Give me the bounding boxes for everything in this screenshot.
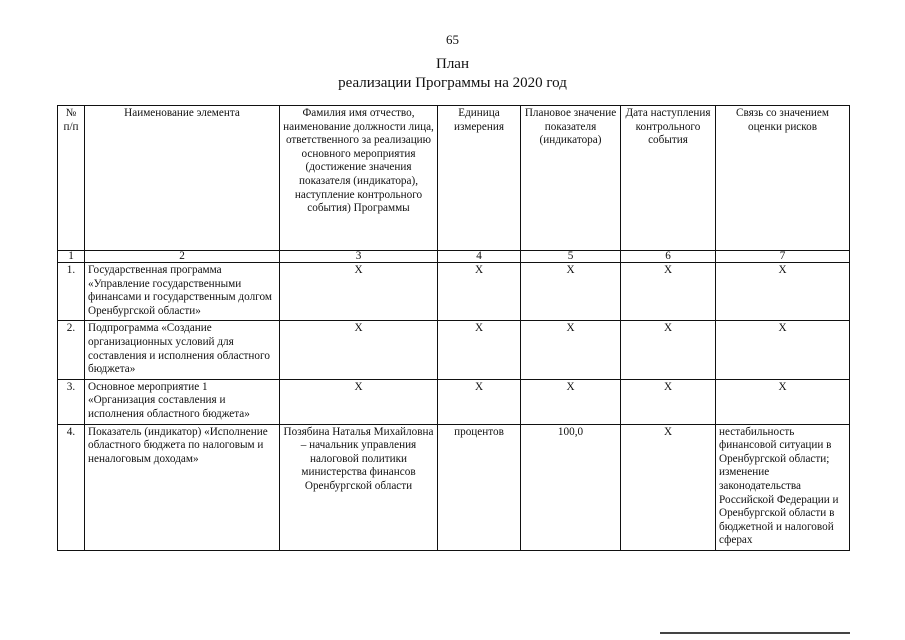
header-responsible: Фамилия имя отчество, наименование должности лица, ответственного за реализацию основного мероприятия (достижение значения показателя (индикатора), наступление контрольного события) Программы — [280, 106, 438, 251]
document-title — [0, 55, 905, 93]
plan-table — [57, 105, 850, 551]
header-unit: Единица измерения — [438, 106, 521, 251]
title-line-2: реализации Программы на 2020 год — [338, 75, 567, 91]
element-name: Подпрограмма «Создание организационных условий для составления и исполнения областного бюджета» — [85, 321, 280, 379]
table-row — [58, 321, 850, 379]
risk-cell: X — [716, 321, 850, 379]
event-date-cell: X — [621, 321, 716, 379]
header-risk: Связь со значением оценки рисков — [716, 106, 850, 251]
plan-value-cell: X — [521, 321, 621, 379]
column-number-row — [58, 251, 850, 263]
risk-cell: нестабильность финансовой ситуации в Оренбургской области; изменение законодательства Российской Федерации и Оренбургской области в бюджетной и налоговой сферах — [716, 424, 850, 550]
header-row — [58, 106, 850, 251]
column-number: 5 — [521, 251, 621, 263]
unit-cell: X — [438, 379, 521, 424]
element-name: Показатель (индикатор) «Исполнение областного бюджета по налоговым и неналоговым доходам» — [85, 424, 280, 550]
column-number: 1 — [58, 251, 85, 263]
column-number: 4 — [438, 251, 521, 263]
column-number: 7 — [716, 251, 850, 263]
row-number: 3. — [58, 379, 85, 424]
bottom-rule — [660, 632, 850, 634]
risk-cell: X — [716, 263, 850, 321]
header-number: № п/п — [58, 106, 85, 251]
unit-cell: X — [438, 263, 521, 321]
plan-value-cell: 100,0 — [521, 424, 621, 550]
row-number: 1. — [58, 263, 85, 321]
event-date-cell: X — [621, 379, 716, 424]
event-date-cell: X — [621, 424, 716, 550]
table-row — [58, 424, 850, 550]
unit-cell: процентов — [438, 424, 521, 550]
row-number: 4. — [58, 424, 85, 550]
column-number: 3 — [280, 251, 438, 263]
row-number: 2. — [58, 321, 85, 379]
title-line-1: План — [435, 56, 469, 72]
plan-value-cell: X — [521, 263, 621, 321]
header-plan-value: Плановое значение показателя (индикатора) — [521, 106, 621, 251]
table-row — [58, 263, 850, 321]
column-number: 2 — [85, 251, 280, 263]
plan-value-cell: X — [521, 379, 621, 424]
event-date-cell: X — [621, 263, 716, 321]
responsible-cell: Позябина Наталья Михайловна – начальник управления налоговой политики министерства финансов Оренбургской области — [280, 424, 438, 550]
header-event-date: Дата наступления контрольного события — [621, 106, 716, 251]
column-number: 6 — [621, 251, 716, 263]
responsible-cell: X — [280, 321, 438, 379]
page-number: 65 — [446, 32, 459, 47]
table-row — [58, 379, 850, 424]
element-name: Основное мероприятие 1 «Организация составления и исполнения областного бюджета» — [85, 379, 280, 424]
responsible-cell: X — [280, 379, 438, 424]
unit-cell: X — [438, 321, 521, 379]
risk-cell: X — [716, 379, 850, 424]
element-name: Государственная программа «Управление государственными финансами и государственным долгом Оренбургской области» — [85, 263, 280, 321]
responsible-cell: X — [280, 263, 438, 321]
header-element-name: Наименование элемента — [85, 106, 280, 251]
